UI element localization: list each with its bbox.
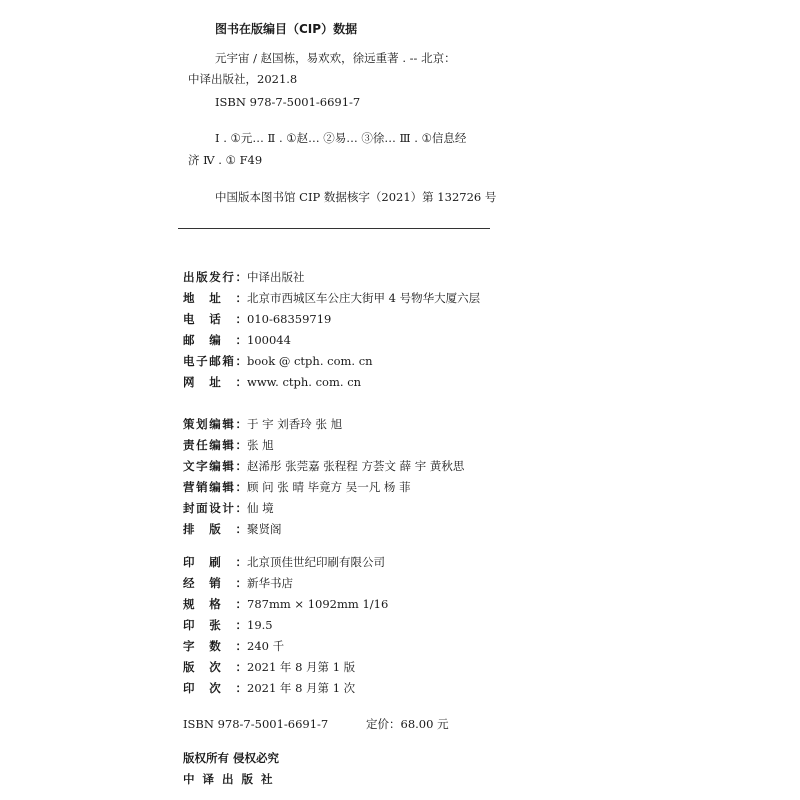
website-value: www. ctph. com. cn [247,375,362,389]
cip-title: 图书在版编目（CIP）数据 [215,22,358,36]
postcode-label: 邮 编 ： [183,333,247,347]
distributor-label: 经 销 ： [183,576,247,590]
footer-rights: 版权所有 侵权必究 [183,751,280,765]
planning-editor-label: 策 划 编 辑 ： [183,417,247,431]
printer-value: 北京顶佳世纪印刷有限公司 [247,555,385,569]
marketing-editor-label: 营 销 编 辑 ： [183,480,247,494]
footer-publisher: 中 译 出 版 社 [183,772,275,786]
footer-price: 定价：68.00 元 [366,717,449,731]
cip-line-1: 元宇宙 / 赵国栋，易欢欢，徐远重著 . -- 北京： [215,51,456,65]
format-label: 规 格 ： [183,597,247,611]
cip-class-2: 济 Ⅳ . ① F49 [188,153,263,167]
responsible-editor-label: 责 任 编 辑 ： [183,438,247,452]
print-sheets-label: 印 张 ： [183,618,247,632]
address-value: 北京市西城区车公庄大街甲 4 号物华大厦六层 [247,291,481,305]
phone-label: 电 话 ： [183,312,247,326]
impression-label: 印 次 ： [183,681,247,695]
cip-class-1: Ⅰ . ①元… Ⅱ . ①赵… ②易… ③徐… Ⅲ . ①信息经 [215,131,467,145]
responsible-editor-value: 张 旭 [247,438,274,452]
distributor-value: 新华书店 [247,576,293,590]
word-count-label: 字 数 ： [183,639,247,653]
edition-value: 2021 年 8 月第 1 版 [247,660,356,674]
publisher-value: 中译出版社 [247,270,305,284]
planning-editor-value: 于 宇 刘香玲 张 旭 [247,417,343,431]
format-value: 787mm × 1092mm 1/16 [247,597,389,611]
publisher-label: 出 版 发 行 ： [183,270,247,284]
divider [178,228,490,229]
typesetting-label: 排 版 ： [183,522,247,536]
address-label: 地 址 ： [183,291,247,305]
typesetting-value: 聚贤阁 [247,522,282,536]
edition-label: 版 次 ： [183,660,247,674]
cover-design-label: 封 面 设 计 ： [183,501,247,515]
cip-record: 中国版本图书馆 CIP 数据核字（2021）第 132726 号 [215,190,497,204]
print-sheets-value: 19.5 [247,618,273,632]
cip-line-2: 中译出版社，2021.8 [188,72,298,86]
text-editor-value: 赵浠彤 张莞嘉 张程程 方荟文 薛 宇 黄秋思 [247,459,465,473]
cover-design-value: 仙 境 [247,501,274,515]
email-value: book @ ctph. com. cn [247,354,373,368]
cip-isbn: ISBN 978-7-5001-6691-7 [215,95,361,109]
footer-isbn: ISBN 978-7-5001-6691-7 [183,717,329,731]
word-count-value: 240 千 [247,639,285,653]
printer-label: 印 刷 ： [183,555,247,569]
impression-value: 2021 年 8 月第 1 次 [247,681,356,695]
marketing-editor-value: 顾 问 张 晴 毕竟方 吴一凡 杨 菲 [247,480,411,494]
website-label: 网 址 ： [183,375,247,389]
email-label: 电 子 邮 箱 ： [183,354,247,368]
text-editor-label: 文 字 编 辑 ： [183,459,247,473]
phone-value: 010-68359719 [247,312,332,326]
postcode-value: 100044 [247,333,291,347]
